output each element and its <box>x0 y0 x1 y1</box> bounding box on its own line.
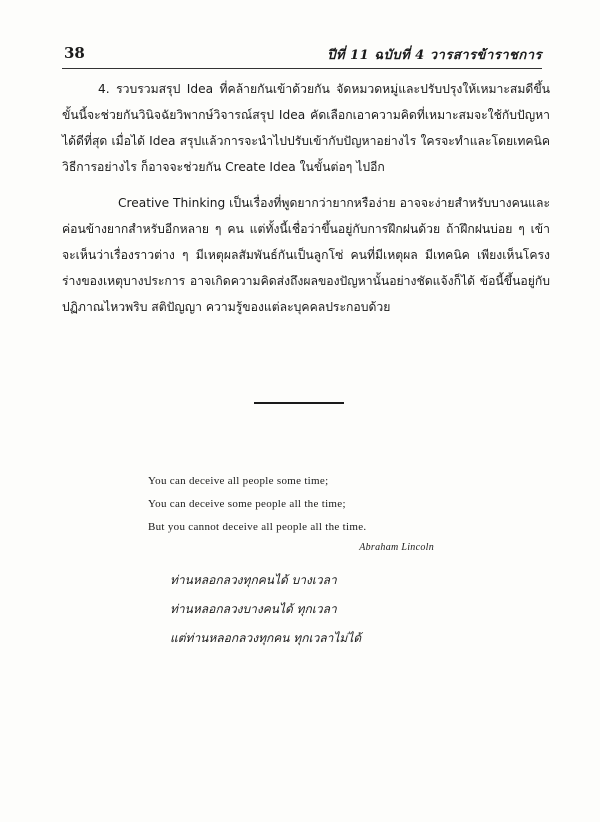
section-separator <box>254 402 344 404</box>
paragraph-item-4: 4. รวบรวมสรุป Idea ที่คล้ายกันเข้าด้วยกัน จัดหมวดหมู่และปรับปรุงให้เหมาะสมดีขึ้น ขั้นนี้จะช่วยกันวินิจฉัยวิพากษ์วิจารณ์สรุป Idea คัดเลือกเอาความคิดที่เหมาะสมจะใช้กับปัญหาได้ดีที่สุด เมื่อได้ Idea สรุปแล้วการจะนำไปปรับเข้ากับปัญหาอย่างไร ใครจะทำและโดยเทคนิควิธีการอย่างไร ก็อาจจะช่วยกัน Create Idea ในขั้นต่อๆ ไปอีก <box>62 82 550 174</box>
paragraph-creative-thinking: Creative Thinking เป็นเรื่องที่พูดยากว่ายากหรือง่าย อาจจะง่ายสำหรับบางคนและค่อนข้างยากสำหรับอีกหลาย ๆ คน แต่ทั้งนี้เชื่อว่าขึ้นอยู่กับการฝึกฝนด้วย ถ้าฝึกฝนบ่อย ๆ เข้า จะเห็นว่าเรื่องราวต่าง ๆ มีเหตุผลสัมพันธ์กันเป็นลูกโซ่ คนที่มีเหตุผล มีเทคนิค เพียงเห็นโครงร่างของเหตุบางประการ อาจเกิดความคิดส่งถึงผลของปัญหานั้นอย่างชัดแจ้งก็ได้ ข้อนี้ขึ้นอยู่กับปฏิภาณไหวพริบ สติปัญญา ความรู้ของแต่ละบุคคลประกอบด้วย <box>62 196 550 314</box>
thai-quote-line-3: แต่ท่านหลอกลวงทุกคน ทุกเวลาไม่ได้ <box>170 631 362 645</box>
thai-quote <box>170 566 470 653</box>
body-text <box>62 76 550 330</box>
english-quote <box>148 470 448 557</box>
quote-attribution: Abraham Lincoln <box>359 542 434 553</box>
english-quote-line-3: But you cannot deceive all people all the time. <box>148 521 367 533</box>
english-quote-line-2: You can deceive some people all the time; <box>148 498 346 510</box>
header-rule <box>62 68 542 69</box>
english-quote-line-1: You can deceive all people some time; <box>148 475 329 487</box>
thai-quote-line-1: ท่านหลอกลวงทุกคนได้ บางเวลา <box>170 573 337 587</box>
running-head: ปีที่ 11 ฉบับที่ 4 วารสารข้าราชการ <box>327 48 542 63</box>
thai-quote-line-2: ท่านหลอกลวงบางคนได้ ทุกเวลา <box>170 602 337 616</box>
page-number: 38 <box>64 44 85 62</box>
